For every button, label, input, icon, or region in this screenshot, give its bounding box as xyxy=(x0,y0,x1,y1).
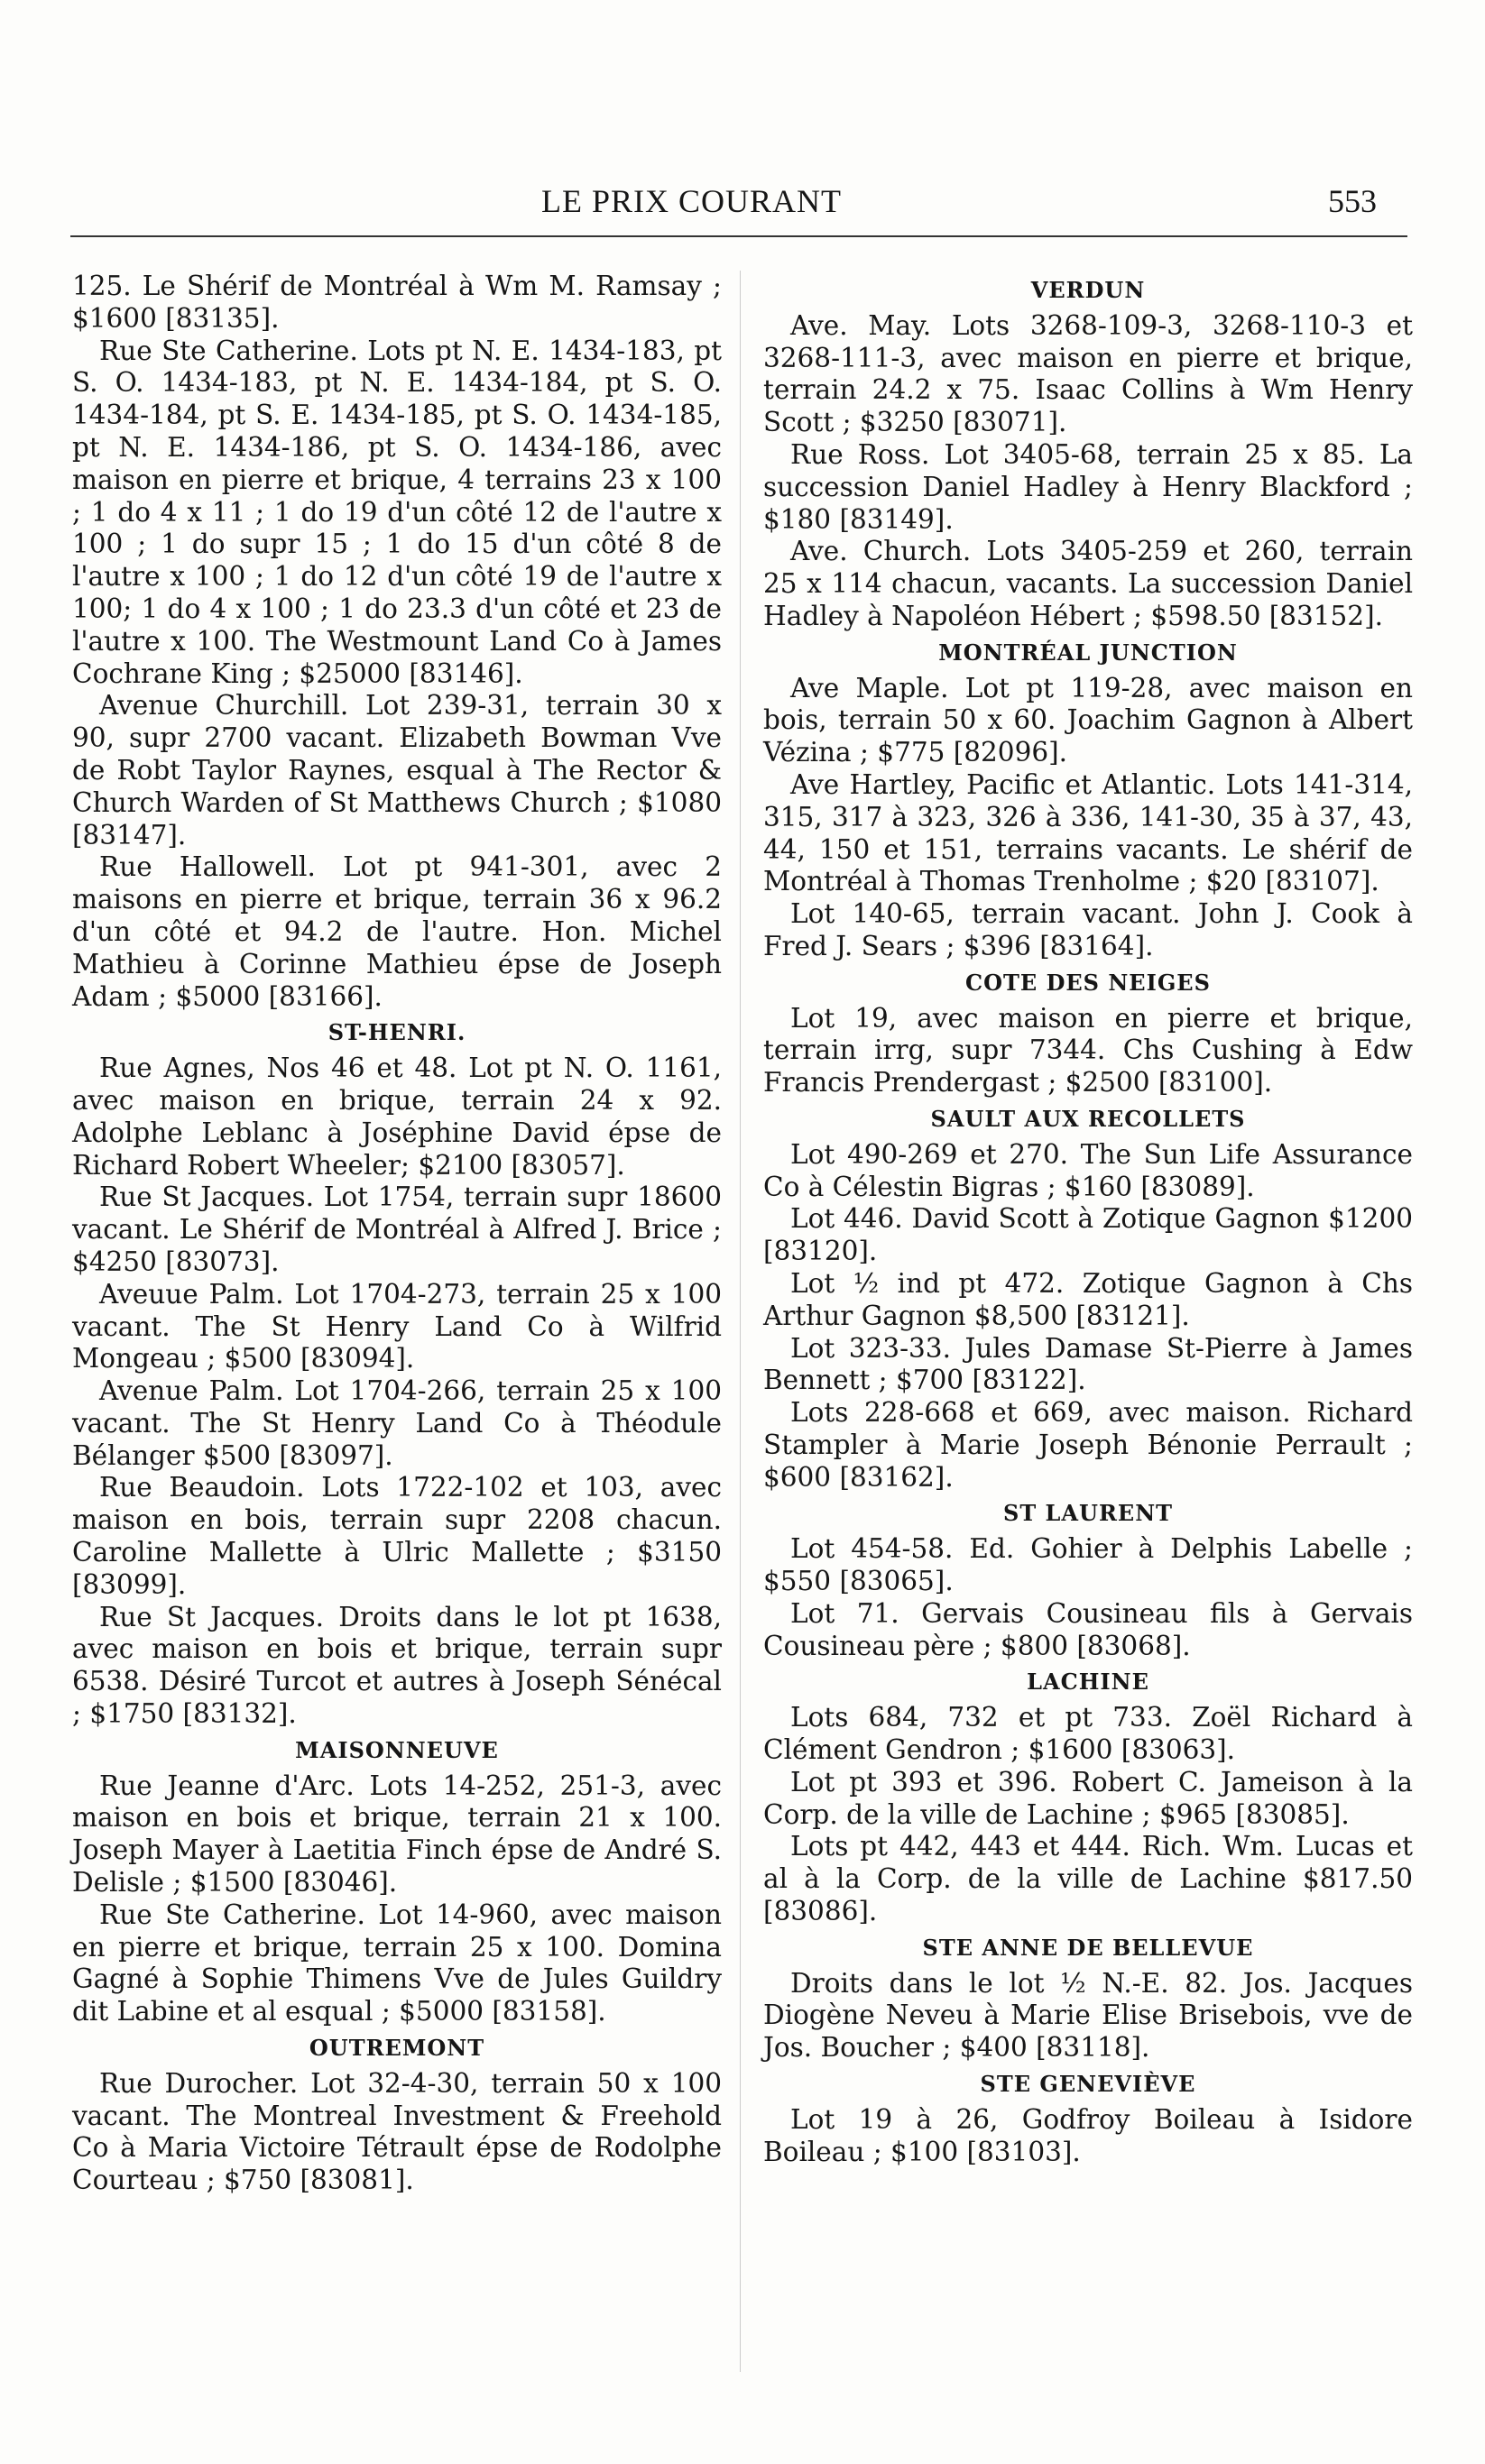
section-heading: STE GENEVIÈVE xyxy=(980,2071,1196,2098)
page-number: 553 xyxy=(1328,183,1377,219)
paragraph: Avenue Palm. Lot 1704-266, terrain 25 x 100 vacant. The St Henry Land Co à Théodule Bélanger $500 [83097]. xyxy=(72,1375,722,1471)
section-heading: LACHINE xyxy=(1027,1669,1149,1696)
paragraph: Droits dans le lot ½ N.-E. 82. Jos. Jacques Diogène Neveu à Marie Elise Brisebois, vve de Jos. Boucher ; $400 [83118]. xyxy=(763,1967,1413,2064)
paragraph: Lots pt 442, 443 et 444. Rich. Wm. Lucas et al à la Corp. de la ville de Lachine $817.50 [83086]. xyxy=(763,1831,1413,1927)
paragraph: Rue Ross. Lot 3405-68, terrain 25 x 85. La succession Daniel Hadley à Henry Blackford ; $180 [83149]. xyxy=(763,438,1413,535)
section-heading: OUTREMONT xyxy=(309,2035,485,2062)
paragraph: Ave. May. Lots 3268-109-3, 3268-110-3 et 3268-111-3, avec maison en pierre et brique, terrain 24.2 x 75. Isaac Collins à Wm Henry Scott ; $3250 [83071]. xyxy=(763,309,1413,438)
paragraph: Rue Ste Catherine. Lots pt N. E. 1434-183, pt S. O. 1434-183, pt N. E. 1434-184, pt S. O. 1434-184, pt S. E. 1434-185, pt S. O. 1434-185, pt N. E. 1434-186, pt S. O. 1434-186, avec maison en pierre et brique, 4 terrains 23 x 100 ; 1 do 4 x 11 ; 1 do 19 d'un côté 12 de l'autre x 100 ; 1 do supr 15 ; 1 do 15 d'un côté 8 de l'autre x 100 ; 1 do 12 d'un côté 19 de l'autre x 100; 1 do 4 x 100 ; 1 do 23.3 d'un côté et 23 de l'autre x 100. The Westmount Land Co à James Cochrane King ; $25000 [83146]. xyxy=(72,335,722,689)
paragraph: Aveuue Palm. Lot 1704-273, terrain 25 x 100 vacant. The St Henry Land Co à Wilfrid Mongeau ; $500 [83094]. xyxy=(72,1278,722,1375)
section-heading: STE ANNE DE BELLEVUE xyxy=(922,1934,1254,1961)
paragraph: Rue St Jacques. Droits dans le lot pt 1638, avec maison en bois et brique, terrain supr 6538. Désiré Turcot et autres à Joseph Sénécal ; $1750 [83132]. xyxy=(72,1601,722,1730)
paragraph: Lot pt 393 et 396. Robert C. Jameison à la Corp. de la ville de Lachine ; $965 [83085]. xyxy=(763,1766,1413,1830)
paragraph: Ave. Church. Lots 3405-259 et 260, terrain 25 x 114 chacun, vacants. La succession Daniel Hadley à Napoléon Hébert ; $598.50 [83152]. xyxy=(763,536,1413,631)
paragraph: Rue St Jacques. Lot 1754, terrain supr 18600 vacant. Le Shérif de Montréal à Alfred J. Brice ; $4250 [83073]. xyxy=(72,1181,722,1277)
paragraph: Rue Durocher. Lot 32-4-30, terrain 50 x 100 vacant. The Montreal Investment & Freehold Co à Maria Victoire Tétrault épse de Rodolphe Courteau ; $750 [83081]. xyxy=(72,2067,722,2196)
paragraph: Ave Maple. Lot pt 119-28, avec maison en bois, terrain 50 x 60. Joachim Gagnon à Albert Vézina ; $775 [82096]. xyxy=(763,672,1413,768)
section-heading: ST-HENRI. xyxy=(327,1019,466,1046)
paragraph: Rue Jeanne d'Arc. Lots 14-252, 251-3, avec maison en bois et brique, terrain 21 x 100. Joseph Mayer à Laetitia Finch épse de André S. Delisle ; $1500 [83046]. xyxy=(72,1770,722,1899)
paragraph: 125. Le Shérif de Montréal à Wm M. Ramsay ; $1600 [83135]. xyxy=(72,271,722,334)
header-rule xyxy=(70,235,1407,237)
section-heading: MONTRÉAL JUNCTION xyxy=(938,639,1238,666)
right-column xyxy=(763,271,1413,2168)
column-divider xyxy=(740,271,741,2372)
paragraph: Lot 454-58. Ed. Gohier à Delphis Labelle ; $550 [83065]. xyxy=(763,1533,1413,1597)
running-title: LE PRIX COURANT xyxy=(541,183,843,219)
paragraph: Lot 140-65, terrain vacant. John J. Cook à Fred J. Sears ; $396 [83164]. xyxy=(763,898,1413,961)
paragraph: Avenue Churchill. Lot 239-31, terrain 30 x 90, supr 2700 vacant. Elizabeth Bowman Vve de Robt Taylor Raynes, esqual à The Rector & Church Warden of St Matthews Church ; $1080 [83147]. xyxy=(72,690,722,850)
paragraph: Lot 323-33. Jules Damase St-Pierre à James Bennett ; $700 [83122]. xyxy=(763,1332,1413,1396)
paragraph: Rue Beaudoin. Lots 1722-102 et 103, avec maison en bois, terrain supr 2208 chacun. Caroline Mallette à Ulric Mallette ; $3150 [83099]. xyxy=(72,1472,722,1600)
section-heading: MAISONNEUVE xyxy=(295,1736,499,1763)
section-heading: ST LAURENT xyxy=(1002,1500,1173,1527)
paragraph: Lot 19 à 26, Godfroy Boileau à Isidore Boileau ; $100 [83103]. xyxy=(763,2103,1413,2167)
paragraph: Rue Hallowell. Lot pt 941-301, avec 2 maisons en pierre et brique, terrain 36 x 96.2 d'un côté et 94.2 de l'autre. Hon. Michel Mathieu à Corinne Mathieu épse de Joseph Adam ; $5000 [83166]. xyxy=(72,851,722,1012)
paragraph: Rue Agnes, Nos 46 et 48. Lot pt N. O. 1161, avec maison en brique, terrain 24 x 92. Adolphe Leblanc à Joséphine David épse de Richard Robert Wheeler; $2100 [83057]. xyxy=(72,1053,722,1181)
paragraph: Lot 490-269 et 270. The Sun Life Assurance Co à Célestin Bigras ; $160 [83089]. xyxy=(763,1138,1413,1202)
paragraph: Lot 19, avec maison en pierre et brique, terrain irrg, supr 7344. Chs Cushing à Edw Francis Prendergast ; $2500 [83100]. xyxy=(763,1002,1413,1099)
section-heading: VERDUN xyxy=(1030,277,1146,303)
paragraph: Ave Hartley, Pacific et Atlantic. Lots 141-314, 315, 317 à 323, 326 à 336, 141-30, 35 à 37, 43, 44, 150 et 151, terrains vacants. Le shérif de Montréal à Thomas Trenholme ; $20 [83107]. xyxy=(763,768,1413,897)
page-header xyxy=(0,177,1485,231)
paragraph: Lots 684, 732 et pt 733. Zoël Richard à Clément Gendron ; $1600 [83063]. xyxy=(763,1702,1413,1766)
paragraph: Rue Ste Catherine. Lot 14-960, avec maison en pierre et brique, terrain 25 x 100. Domina Gagné à Sophie Thimens Vve de Jules Guildry dit Labine et al esqual ; $5000 [83158]. xyxy=(72,1899,722,2027)
paragraph: Lot ½ ind pt 472. Zotique Gagnon à Chs Arthur Gagnon $8,500 [83121]. xyxy=(763,1267,1413,1331)
section-heading: COTE DES NEIGES xyxy=(965,969,1211,996)
left-column xyxy=(72,271,722,2197)
paragraph: Lots 228-668 et 669, avec maison. Richard Stampler à Marie Joseph Bénonie Perrault ; $600 [83162]. xyxy=(763,1397,1413,1493)
paragraph: Lot 446. David Scott à Zotique Gagnon $1200 [83120]. xyxy=(763,1203,1413,1267)
section-heading: SAULT AUX RECOLLETS xyxy=(930,1105,1246,1132)
paragraph: Lot 71. Gervais Cousineau fils à Gervais Cousineau père ; $800 [83068]. xyxy=(763,1597,1413,1661)
